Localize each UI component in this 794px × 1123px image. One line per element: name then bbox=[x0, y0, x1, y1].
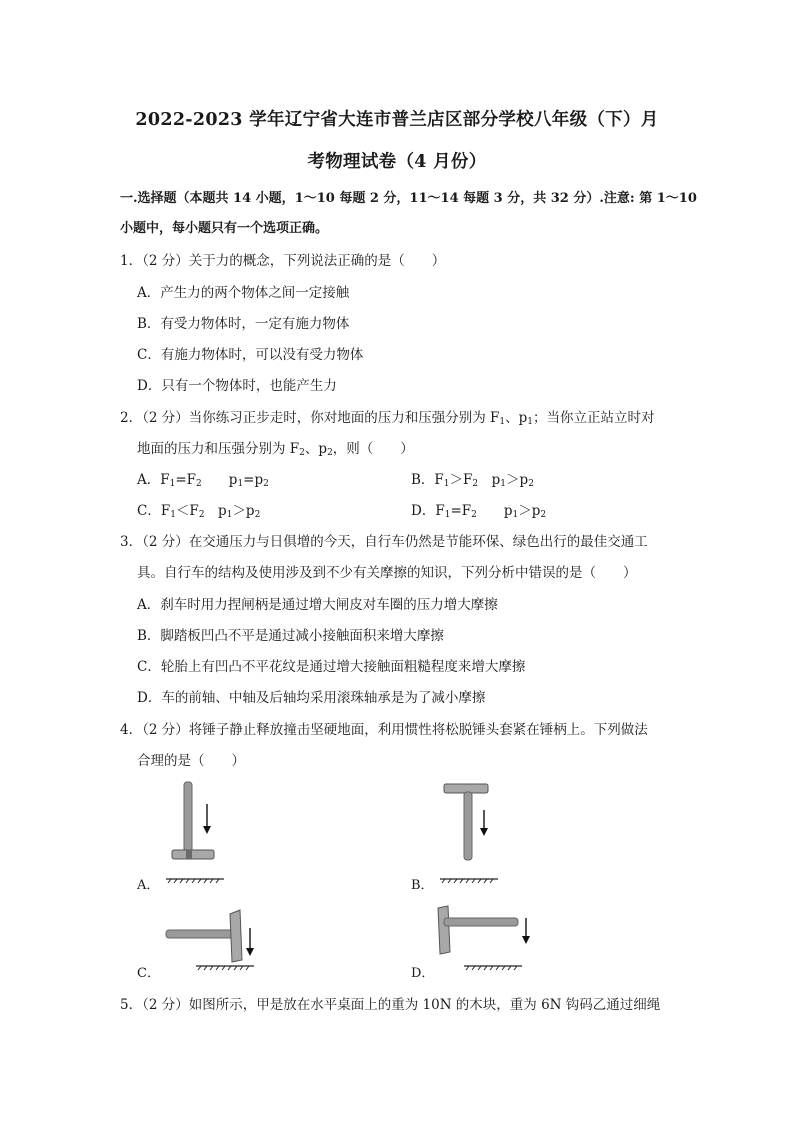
arrow-head-icon bbox=[480, 828, 488, 836]
subscript: 1 bbox=[226, 510, 233, 520]
q2-option-d bbox=[411, 499, 546, 520]
text-fragment: ＞F bbox=[449, 472, 473, 488]
q4-stem-continued: 合理的是（ ） bbox=[137, 753, 245, 769]
q4-figure-c bbox=[160, 900, 270, 980]
subscript: 1 bbox=[444, 510, 451, 520]
text-fragment: =p bbox=[243, 472, 264, 488]
text-fragment: D．F bbox=[411, 503, 445, 519]
text-fragment: C．F bbox=[137, 503, 171, 519]
subscript: 2 bbox=[196, 479, 202, 489]
text-fragment: ＞p bbox=[232, 503, 255, 519]
subscript: 2 bbox=[540, 510, 547, 520]
arrow-head-icon bbox=[522, 936, 530, 944]
section-heading-line-2: 小题中，每小题只有一个选项正确。 bbox=[120, 221, 329, 236]
q4-figure-d bbox=[430, 900, 540, 980]
text-fragment: 、p bbox=[304, 441, 328, 457]
section-heading-line-1: 一.选择题（本题共 14 小题，1～10 每题 2 分，11～14 每题 3 分，共 32 分）.注意: 第 1～10 bbox=[120, 191, 697, 206]
hammer-head bbox=[438, 906, 450, 954]
q4-label-c: C． bbox=[137, 966, 160, 981]
subscript: 2 bbox=[254, 510, 261, 520]
hammer-handle bbox=[166, 930, 234, 938]
subscript: 2 bbox=[263, 479, 269, 489]
subscript: 2 bbox=[327, 448, 333, 458]
q1-option-a: A．产生力的两个物体之间一定接触 bbox=[137, 285, 350, 301]
subscript: 1 bbox=[443, 479, 450, 489]
q1-option-c: C．有施力物体时，可以没有受力物体 bbox=[137, 347, 364, 363]
q3-stem: 3．（2 分）在交通压力与日俱增的今天，自行车仍然是节能环保、绿色出行的最佳交通工 bbox=[120, 534, 648, 550]
q3-option-a: A．刹车时用力捏闸柄是通过增大闸皮对车圈的压力增大摩擦 bbox=[137, 597, 498, 613]
q4-figure-a bbox=[160, 778, 240, 888]
arrow-head-icon bbox=[203, 826, 211, 834]
q4-label-a: A． bbox=[137, 878, 160, 893]
q3-option-b: B．脚踏板凹凸不平是通过减小接触面积来增大摩擦 bbox=[137, 628, 444, 644]
text-fragment: ＞p bbox=[518, 503, 541, 519]
q2-stem-continued bbox=[137, 437, 414, 458]
subscript: 1 bbox=[527, 417, 534, 427]
q4-label-b: B． bbox=[411, 878, 434, 893]
text-fragment: 、p bbox=[505, 410, 528, 426]
subscript: 1 bbox=[512, 510, 519, 520]
q3-option-d: D．车的前轴、中轴及后轴均采用滚珠轴承是为了减小摩擦 bbox=[137, 690, 486, 706]
q1-option-d: D．只有一个物体时，也能产生力 bbox=[137, 378, 337, 394]
hammer-head bbox=[230, 910, 242, 962]
text-fragment: p bbox=[478, 472, 501, 488]
text-fragment: p bbox=[476, 503, 513, 519]
arrow-head-icon bbox=[246, 948, 254, 956]
q2-option-c bbox=[137, 499, 260, 520]
text-fragment: 地面的压力和压强分别为 F bbox=[137, 441, 300, 457]
text-fragment: =F bbox=[175, 472, 197, 488]
subscript: 2 bbox=[299, 448, 305, 458]
q1-stem: 1．（2 分）关于力的概念，下列说法正确的是（ ） bbox=[120, 253, 446, 269]
text-fragment: p bbox=[201, 472, 238, 488]
exam-title-line-2: 考物理试卷（4 月份） bbox=[307, 152, 487, 172]
q2-option-b bbox=[411, 468, 534, 489]
q1-option-b: B．有受力物体时，一定有施力物体 bbox=[137, 316, 350, 332]
text-fragment: p bbox=[204, 503, 227, 519]
subscript: 1 bbox=[237, 479, 244, 489]
subscript: 2 bbox=[198, 510, 205, 520]
text-fragment: ＞p bbox=[506, 472, 529, 488]
q5-stem: 5．（2 分）如图所示，甲是放在水平桌面上的重为 10N 的木块，重为 6N 钩码乙通过细绳 bbox=[120, 997, 661, 1013]
subscript: 2 bbox=[528, 479, 534, 489]
subscript: 2 bbox=[471, 510, 477, 520]
subscript: 2 bbox=[472, 479, 479, 489]
text-fragment: A．F bbox=[137, 472, 170, 488]
q3-stem-continued: 具。自行车的结构及使用涉及到不少有关摩擦的知识，下列分析中错误的是（ ） bbox=[137, 565, 637, 581]
subscript: 1 bbox=[500, 479, 507, 489]
hammer-handle bbox=[184, 782, 192, 852]
q2-stem bbox=[120, 406, 655, 427]
hammer-wedge bbox=[186, 850, 192, 859]
text-fragment: =F bbox=[450, 503, 472, 519]
text-fragment: ；当你立正站立时对 bbox=[533, 410, 655, 426]
q4-figure-b bbox=[436, 778, 516, 888]
q3-option-c: C．轮胎上有凹凸不平花纹是通过增大接触面粗糙程度来增大摩擦 bbox=[137, 659, 526, 675]
hammer-handle bbox=[444, 918, 518, 926]
subscript: 1 bbox=[170, 510, 176, 520]
hammer-head bbox=[172, 850, 214, 859]
subscript: 1 bbox=[169, 479, 176, 489]
text-fragment: ＜F bbox=[175, 503, 199, 519]
text-fragment: B．F bbox=[411, 472, 444, 488]
q4-stem: 4．（2 分）将锤子静止释放撞击坚硬地面，利用惯性将松脱锤头套紧在锤柄上。下列做法 bbox=[120, 722, 648, 738]
text-fragment: ，则（ ） bbox=[332, 441, 414, 457]
q4-label-d: D． bbox=[411, 966, 435, 981]
hammer-handle bbox=[464, 792, 472, 860]
q2-option-a bbox=[137, 468, 269, 489]
exam-title-line-1: 2022-2023 学年辽宁省大连市普兰店区部分学校八年级（下）月 bbox=[135, 110, 659, 130]
subscript: 1 bbox=[499, 417, 506, 427]
text-fragment: 2．（2 分）当你练习正步走时，你对地面的压力和压强分别为 F bbox=[120, 410, 500, 426]
